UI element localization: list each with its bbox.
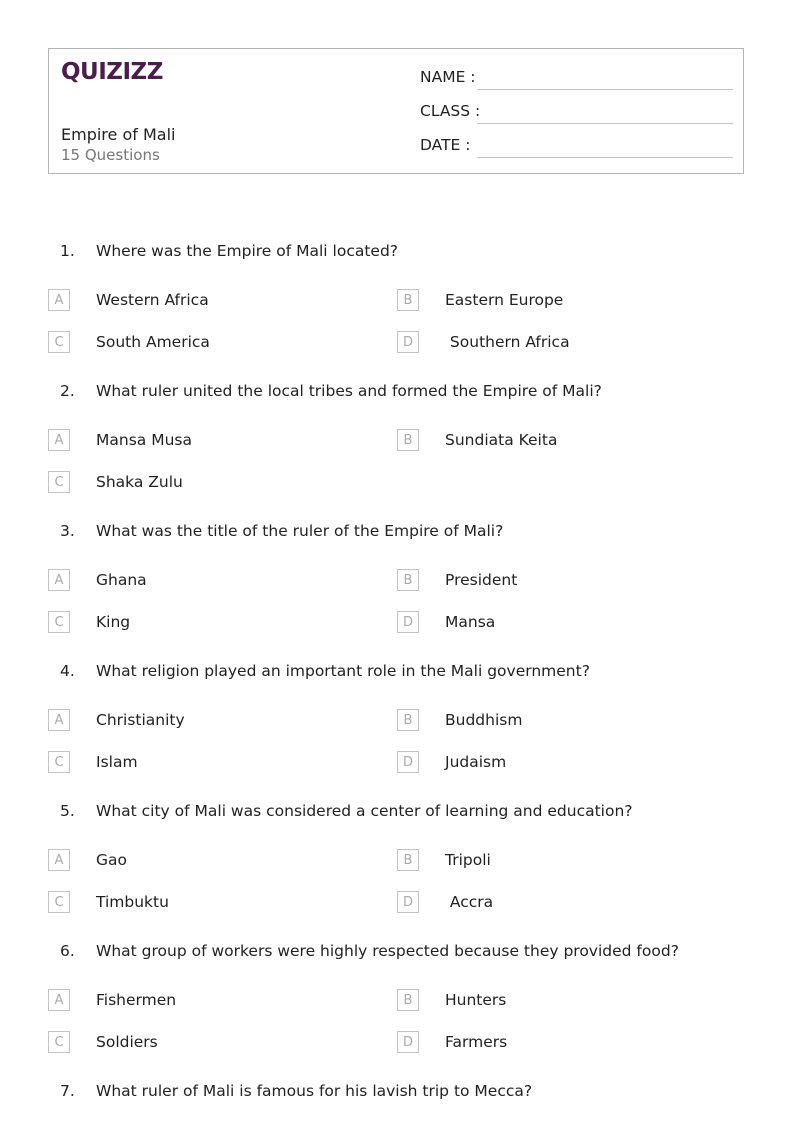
question-text: What ruler of Mali is famous for his lavish trip to Mecca? xyxy=(96,1082,533,1100)
date-field[interactable] xyxy=(477,157,733,158)
question-number: 5. xyxy=(60,802,75,820)
answer-option-box[interactable]: C xyxy=(48,751,70,773)
name-field[interactable] xyxy=(477,89,733,90)
answer-option-text: Hunters xyxy=(445,991,507,1009)
question-text: What group of workers were highly respected because they provided food? xyxy=(96,942,679,960)
quizizz-logo: QUIZIZZ xyxy=(61,59,163,85)
answer-option-text: Southern Africa xyxy=(445,333,570,351)
answer-option-box[interactable]: A xyxy=(48,429,70,451)
answer-option-text: Mansa xyxy=(445,613,496,631)
answer-option-box[interactable]: A xyxy=(48,289,70,311)
answer-option-box[interactable]: A xyxy=(48,849,70,871)
class-field[interactable] xyxy=(477,123,733,124)
answer-option-text: South America xyxy=(96,333,210,351)
answer-option-box[interactable]: B xyxy=(397,429,419,451)
answer-option-text: Accra xyxy=(445,893,494,911)
answer-option-text: President xyxy=(445,571,518,589)
answer-option-box[interactable]: B xyxy=(397,849,419,871)
question-text: Where was the Empire of Mali located? xyxy=(96,242,399,260)
question-text: What ruler united the local tribes and formed the Empire of Mali? xyxy=(96,382,602,400)
answer-option-text: Mansa Musa xyxy=(96,431,192,449)
answer-option-box[interactable]: B xyxy=(397,289,419,311)
answer-option-text: Ghana xyxy=(96,571,147,589)
answer-option-text: Fishermen xyxy=(96,991,177,1009)
answer-option-box[interactable]: D xyxy=(397,611,419,633)
answer-option-text: Islam xyxy=(96,753,138,771)
answer-option-box[interactable]: B xyxy=(397,989,419,1011)
question-count: 15 Questions xyxy=(61,146,160,164)
answer-option-text: Judaism xyxy=(445,753,507,771)
answer-option-box[interactable]: D xyxy=(397,891,419,913)
question-number: 2. xyxy=(60,382,75,400)
answer-option-text: Sundiata Keita xyxy=(445,431,558,449)
question-number: 6. xyxy=(60,942,75,960)
question-number: 4. xyxy=(60,662,75,680)
name-label: NAME : xyxy=(420,68,476,86)
answer-option-text: Christianity xyxy=(96,711,185,729)
worksheet-header xyxy=(48,48,744,174)
question-text: What city of Mali was considered a center of learning and education? xyxy=(96,802,633,820)
question-number: 1. xyxy=(60,242,75,260)
answer-option-text: Farmers xyxy=(445,1033,508,1051)
worksheet-title: Empire of Mali xyxy=(61,125,176,144)
answer-option-box[interactable]: D xyxy=(397,1031,419,1053)
question-number: 3. xyxy=(60,522,75,540)
question-number: 7. xyxy=(60,1082,75,1100)
answer-option-box[interactable]: C xyxy=(48,891,70,913)
answer-option-text: Timbuktu xyxy=(96,893,169,911)
answer-option-box[interactable]: D xyxy=(397,331,419,353)
answer-option-text: King xyxy=(96,613,131,631)
answer-option-text: Tripoli xyxy=(445,851,491,869)
answer-option-text: Eastern Europe xyxy=(445,291,564,309)
answer-option-box[interactable]: A xyxy=(48,569,70,591)
answer-option-box[interactable]: D xyxy=(397,751,419,773)
class-label: CLASS : xyxy=(420,102,481,120)
question-text: What religion played an important role in the Mali government? xyxy=(96,662,590,680)
answer-option-box[interactable]: A xyxy=(48,709,70,731)
answer-option-box[interactable]: B xyxy=(397,569,419,591)
answer-option-text: Gao xyxy=(96,851,127,869)
question-text: What was the title of the ruler of the Empire of Mali? xyxy=(96,522,504,540)
answer-option-text: Western Africa xyxy=(96,291,209,309)
answer-option-box[interactable]: C xyxy=(48,331,70,353)
date-label: DATE : xyxy=(420,136,471,154)
answer-option-box[interactable]: A xyxy=(48,989,70,1011)
answer-option-text: Shaka Zulu xyxy=(96,473,183,491)
answer-option-text: Buddhism xyxy=(445,711,523,729)
answer-option-box[interactable]: B xyxy=(397,709,419,731)
answer-option-box[interactable]: C xyxy=(48,1031,70,1053)
answer-option-text: Soldiers xyxy=(96,1033,158,1051)
answer-option-box[interactable]: C xyxy=(48,611,70,633)
answer-option-box[interactable]: C xyxy=(48,471,70,493)
